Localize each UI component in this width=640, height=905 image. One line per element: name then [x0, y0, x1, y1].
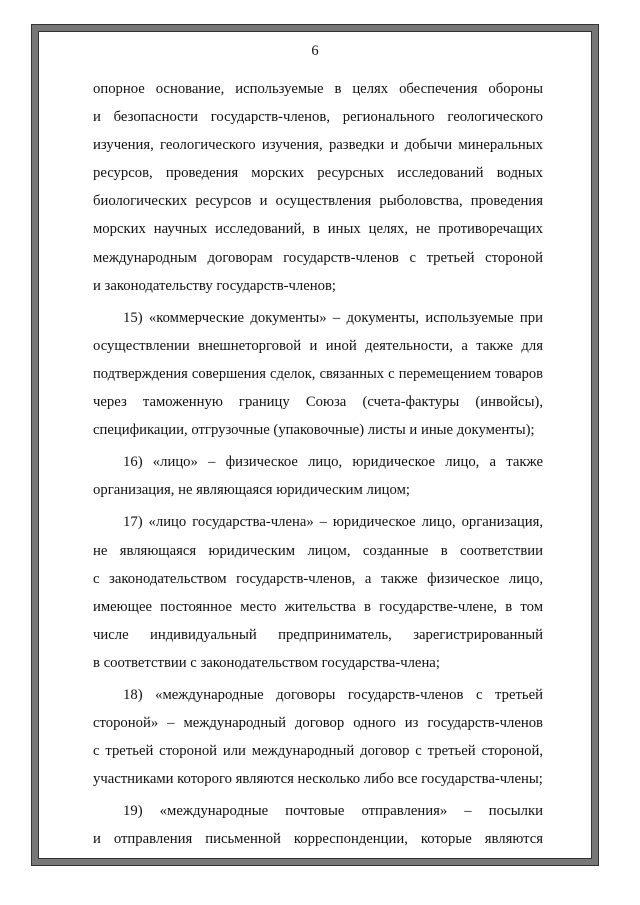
body-text [93, 75, 543, 854]
text-line: через таможенную границу Союза (счета-фактуры (инвойсы), [93, 394, 543, 411]
text-line: ресурсов, проведения морских ресурсных исследований водных [93, 165, 543, 182]
text-line: стороной» – международный договор одного из государств-членов [93, 715, 543, 732]
text-line: спецификации, отгрузочные (упаковочные) листы и иные документы); [93, 422, 535, 439]
text-line: подтверждения совершения сделок, связанных с перемещением товаров [93, 365, 543, 382]
text-line: международным договорам государств-членов с третьей стороной [93, 249, 543, 266]
text-line: и отправления письменной корреспонденции, которые являются [93, 831, 543, 848]
text-line: в соответствии с законодательством государства-члена; [93, 654, 440, 671]
text-line: организация, не являющаяся юридическим лицом; [93, 482, 410, 499]
document-page [32, 25, 598, 865]
text-line: не являющаяся юридическим лицом, созданные в соответствии [93, 542, 543, 559]
text-line: 15) «коммерческие документы» – документы, используемые при [123, 309, 543, 326]
text-line: участниками которого являются несколько либо все государства-члены; [93, 771, 543, 788]
text-line: и безопасности государств-членов, регионального геологического [93, 109, 543, 126]
page-number: 6 [311, 43, 319, 59]
text-line: имеющее постоянное место жительства в государстве-члене, в том [93, 598, 543, 615]
text-line: 19) «международные почтовые отправления» – посылки [123, 803, 543, 820]
text-line: морских научных исследований, в иных целях, не противоречащих [93, 221, 543, 238]
text-line: с законодательством государств-членов, а также физическое лицо, [93, 570, 543, 587]
text-line: с третьей стороной или международный договор с третьей стороной, [93, 743, 543, 760]
text-line: биологических ресурсов и осуществления рыболовства, проведения [93, 193, 543, 210]
text-line: числе индивидуальный предприниматель, зарегистрированный [93, 626, 543, 643]
text-line: опорное основание, используемые в целях обеспечения обороны [93, 81, 543, 97]
text-line: 18) «международные договоры государств-членов с третьей [123, 686, 543, 703]
text-line: 17) «лицо государства-члена» – юридическое лицо, организация, [123, 514, 543, 531]
text-line: и законодательству государств-членов; [93, 277, 336, 294]
text-line: изучения, геологического изучения, разведки и добычи минеральных [93, 137, 543, 154]
text-line: 16) «лицо» – физическое лицо, юридическое лицо, а также [123, 454, 543, 471]
text-line: осуществлении внешнеторговой и иной деятельности, а также для [93, 337, 543, 354]
